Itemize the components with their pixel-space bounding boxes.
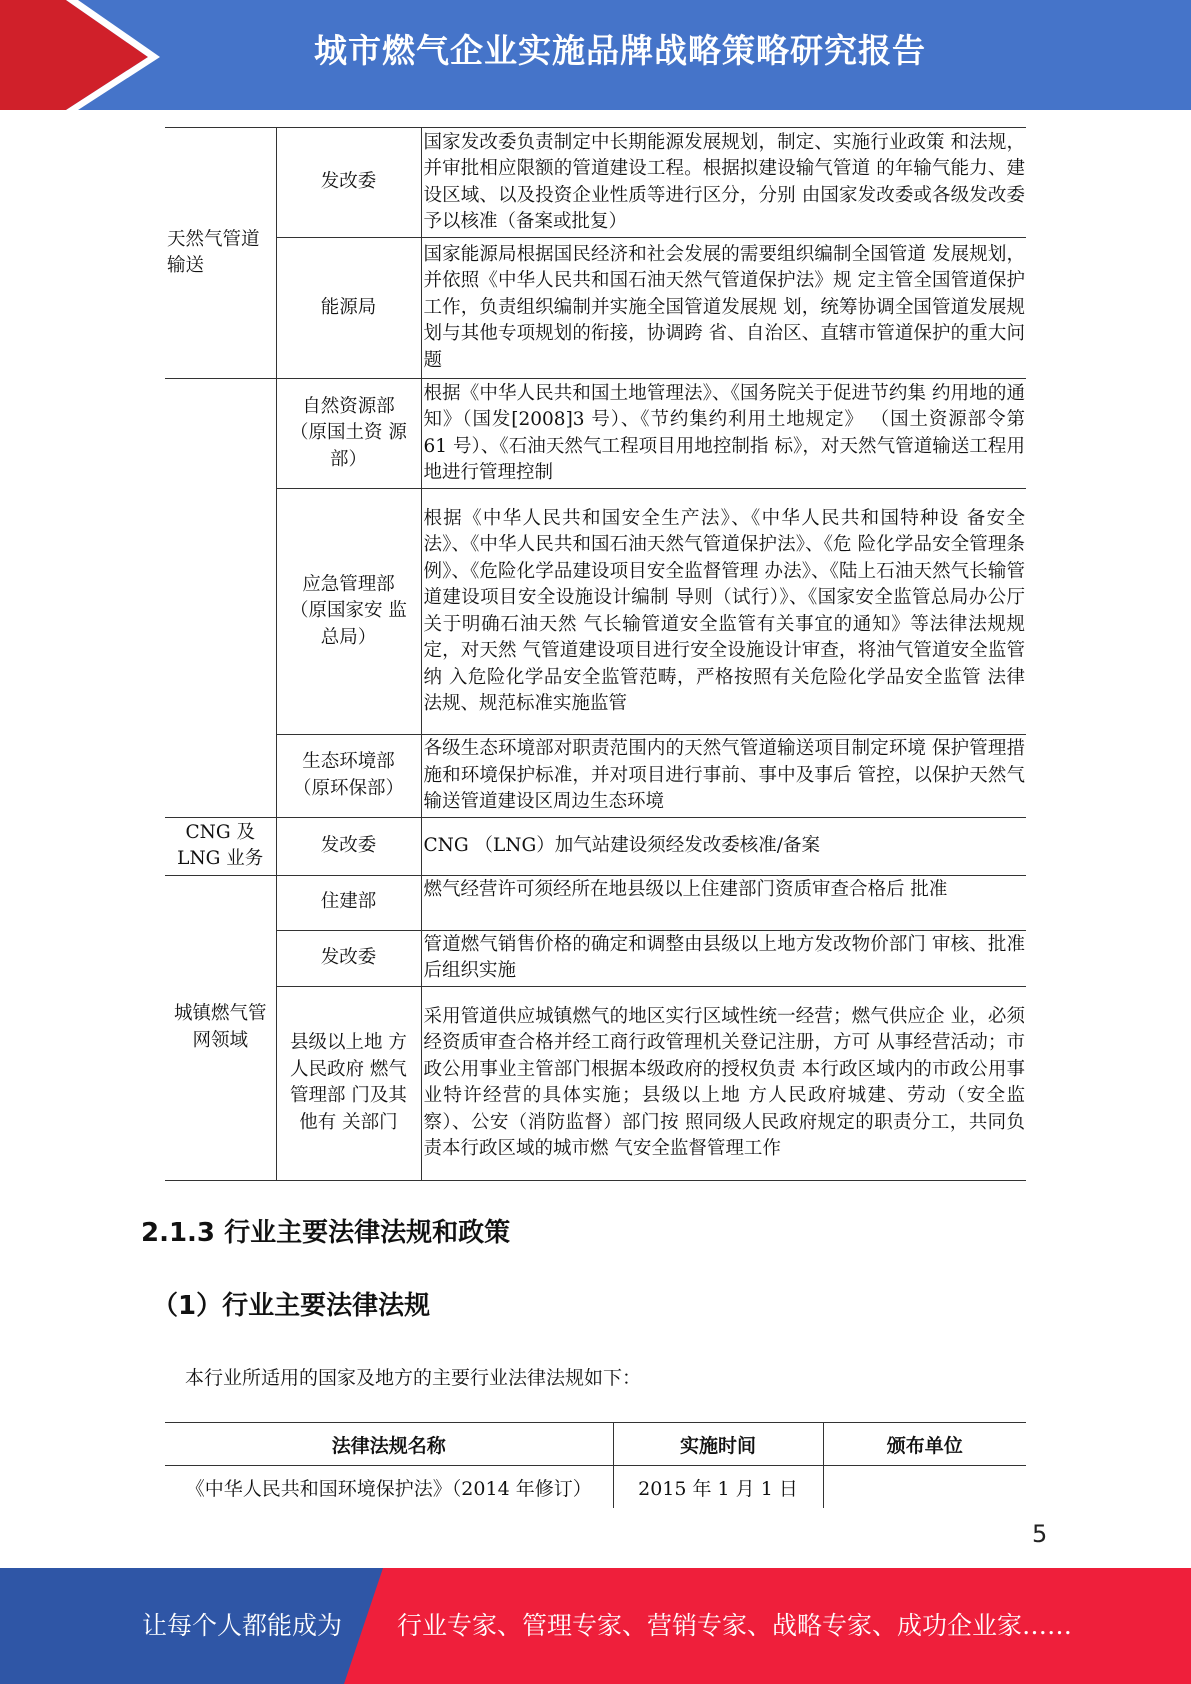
agency-cell: 发改委 — [276, 930, 421, 986]
regulation-table — [165, 127, 1026, 1181]
description-cell: 采用管道供应城镇燃气的地区实行区域性统一经营；燃气供应企 业，必须经资质审查合格并经工商行政管理机关登记注册，方可 从事经营活动；市政公用事业主管部门根据本级政府的授权负责 本行政区域内的市政公用事业特许经营的具体实施；县级以上地 方人民政府城建、劳动（安全监察）、公安（消防监督）部门按 照同级人民政府规定的职责分工，共同负责本行政区域的城市燃 气安全监督管理工作 — [421, 986, 1026, 1180]
description-cell: 各级生态环境部对职责范围内的天然气管道输送项目制定环境 保护管理措施和环境保护标准，并对项目进行事前、事中及事后 管控，以保护天然气输送管道建设区周边生态环境 — [421, 735, 1026, 818]
column-header: 颁布单位 — [823, 1423, 1026, 1466]
description-cell: 根据《中华人民共和国安全生产法》、《中华人民共和国特种设 备安全法》、《中华人民共和国石油天然气管道保护法》、《危 险化学品安全管理条例》、《危险化学品建设项目安全监督管理 办法》、《陆上石油天然气长输管道建设项目安全设施设计编制 导则（试行）》、《国家安全监管总局办公厅关于明确石油天然 气长输管道安全监管有关事宜的通知》等法律法规规定，对天然 气管道建设项目进行安全设施设计审查，将油气管道安全监管纳 入危险化学品安全监管范畴，严格按照有关危险化学品安全监管 法律法规、规范标准实施监管 — [421, 489, 1026, 735]
agency-cell: 住建部 — [276, 875, 421, 930]
footer-slogan-right: 行业专家、管理专家、营销专家、战略专家、成功企业家…… — [397, 1611, 1073, 1640]
law-name-cell: 《中华人民共和国环境保护法》（2014 年修订） — [165, 1466, 613, 1509]
sector-cell: CNG 及 LNG 业务 — [165, 817, 276, 875]
law-table — [165, 1422, 1026, 1508]
table-row — [165, 930, 1026, 986]
page-header — [0, 0, 1191, 110]
footer-slogan-left: 让每个人都能成为 — [142, 1611, 343, 1640]
intro-paragraph: 本行业所适用的国家及地方的主要行业法律法规如下： — [185, 1367, 642, 1389]
agency-cell: 县级以上地 方人民政府 燃气管理部 门及其他有 关部门 — [276, 986, 421, 1180]
description-cell: 根据《中华人民共和国土地管理法》、《国务院关于促进节约集 约用地的通知》（国发[2008]3 号）、《节约集约利用土地规定》 （国土资源部令第 61 号）、《石油天然气工程项目用地控制指 标》，对天然气管道输送工程用地进行管理控制 — [421, 379, 1026, 489]
table-row — [165, 379, 1026, 489]
table-row — [165, 128, 1026, 238]
table-row — [165, 817, 1026, 875]
description-cell: 国家发改委负责制定中长期能源发展规划，制定、实施行业政策 和法规，并审批相应限额的管道建设工程。根据拟建设输气管道 的年输气能力、建设区域、以及投资企业性质等进行区分，分别 由国家发改委或各级发改委予以核准（备案或批复） — [421, 128, 1026, 238]
table-row — [165, 986, 1026, 1180]
subsection-heading: （1）行业主要法律法规 — [152, 1291, 431, 1321]
column-header: 法律法规名称 — [165, 1423, 613, 1466]
table-row — [165, 489, 1026, 735]
page-footer — [0, 1568, 1191, 1684]
table-row — [165, 875, 1026, 930]
description-cell: 管道燃气销售价格的确定和调整由县级以上地方发改物价部门 审核、批准后组织实施 — [421, 930, 1026, 986]
law-table-header — [165, 1423, 1026, 1466]
description-cell: 燃气经营许可须经所在地县级以上住建部门资质审查合格后 批准 — [421, 875, 1026, 930]
section-heading: 2.1.3 行业主要法律法规和政策 — [141, 1218, 511, 1248]
agency-cell: 发改委 — [276, 128, 421, 238]
table-row — [165, 735, 1026, 818]
description-cell: 国家能源局根据国民经济和社会发展的需要组织编制全国管道 发展规划，并依照《中华人民共和国石油天然气管道保护法》规 定主管全国管道保护工作，负责组织编制并实施全国管道发展规 划，统筹协调全国管道发展规划与其他专项规划的衔接，协调跨 省、自治区、直辖市管道保护的重大问题 — [421, 238, 1026, 379]
column-header: 实施时间 — [613, 1423, 823, 1466]
table-row — [165, 1466, 1026, 1509]
report-title: 城市燃气企业实施品牌战略策略研究报告 — [314, 31, 926, 70]
table-row — [165, 238, 1026, 379]
agency-cell: 能源局 — [276, 238, 421, 379]
page-number: 5 — [1032, 1520, 1048, 1548]
sector-cell — [165, 379, 276, 818]
agency-cell: 应急管理部（原国家安 监总局） — [276, 489, 421, 735]
description-cell: CNG （LNG）加气站建设须经发改委核准/备案 — [421, 817, 1026, 875]
effective-date-cell: 2015 年 1 月 1 日 — [613, 1466, 823, 1509]
sector-cell: 城镇燃气管网领域 — [165, 875, 276, 1180]
agency-cell: 生态环境部（原环保部） — [276, 735, 421, 818]
agency-cell: 自然资源部（原国土资 源部） — [276, 379, 421, 489]
sector-cell: 天然气管道输送 — [165, 128, 276, 379]
agency-cell: 发改委 — [276, 817, 421, 875]
issuer-cell — [823, 1466, 1026, 1509]
